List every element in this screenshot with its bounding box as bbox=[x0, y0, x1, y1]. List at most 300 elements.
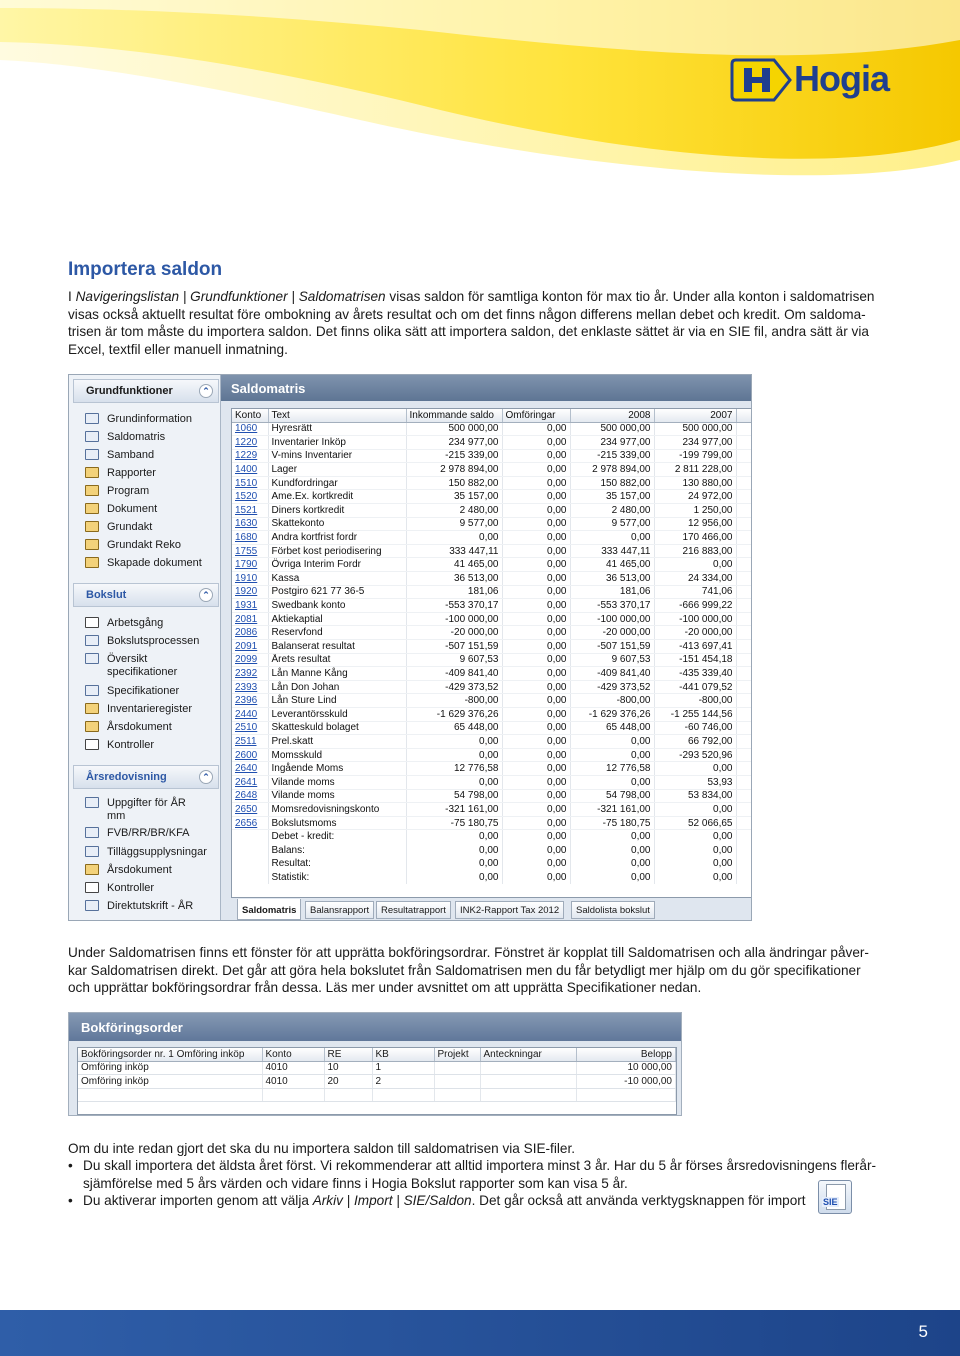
column-header[interactable]: Konto bbox=[232, 409, 268, 422]
summary-blank bbox=[232, 830, 268, 844]
table-row[interactable] bbox=[232, 707, 752, 721]
table-row[interactable] bbox=[232, 789, 752, 803]
table-cell: 181,06 bbox=[406, 585, 502, 599]
table-row[interactable] bbox=[232, 436, 752, 450]
print-icon bbox=[85, 900, 99, 911]
summary-row bbox=[232, 857, 752, 871]
nav-item-label: Kontroller bbox=[107, 739, 155, 751]
order-table bbox=[78, 1048, 676, 1102]
order-column-header[interactable]: Konto bbox=[262, 1048, 324, 1061]
table-cell-filler bbox=[736, 735, 752, 749]
table-cell-filler bbox=[736, 830, 752, 844]
table-icon bbox=[85, 431, 99, 442]
order-cell[interactable]: 10 bbox=[324, 1061, 372, 1075]
account-link[interactable]: 1521 bbox=[232, 504, 268, 518]
table-cell: 0,00 bbox=[502, 463, 570, 477]
summary-value: 0,00 bbox=[502, 843, 570, 857]
table-cell-filler bbox=[736, 585, 752, 599]
order-empty-row[interactable] bbox=[78, 1088, 676, 1102]
nav-item-grundakt-reko[interactable] bbox=[85, 539, 219, 552]
table-row[interactable] bbox=[232, 490, 752, 504]
table-cell-filler bbox=[736, 626, 752, 640]
table-cell: -666 999,22 bbox=[654, 599, 736, 613]
table-cell: -413 697,41 bbox=[654, 640, 736, 654]
nav-item-grundakt[interactable] bbox=[85, 521, 219, 534]
order-cell[interactable]: 20 bbox=[324, 1075, 372, 1089]
order-cell[interactable]: 4010 bbox=[262, 1061, 324, 1075]
account-link[interactable]: 2648 bbox=[232, 789, 268, 803]
table-cell: 234 977,00 bbox=[406, 436, 502, 450]
nav-item-arsdokument[interactable] bbox=[85, 721, 219, 734]
summary-blank bbox=[232, 857, 268, 871]
table-cell: 35 157,00 bbox=[570, 490, 654, 504]
table-cell: -75 180,75 bbox=[406, 816, 502, 830]
table-row[interactable] bbox=[232, 517, 752, 531]
table-cell: 12 956,00 bbox=[654, 517, 736, 531]
table-cell-filler bbox=[736, 721, 752, 735]
account-link[interactable]: 1060 bbox=[232, 422, 268, 436]
account-link[interactable]: 1220 bbox=[232, 436, 268, 450]
account-link[interactable]: 2656 bbox=[232, 816, 268, 830]
table-cell: 0,00 bbox=[502, 599, 570, 613]
column-header[interactable]: Omföringar bbox=[502, 409, 570, 422]
nav-item-skapade-dokument[interactable] bbox=[85, 557, 219, 570]
order-empty-cell[interactable] bbox=[78, 1088, 262, 1102]
nav-item-inventarieregister[interactable] bbox=[85, 703, 219, 716]
table-row[interactable] bbox=[232, 816, 752, 830]
account-link[interactable]: 2600 bbox=[232, 748, 268, 762]
order-column-header[interactable]: Projekt bbox=[434, 1048, 480, 1061]
account-link[interactable]: 1229 bbox=[232, 449, 268, 463]
table-cell: Hyresrätt bbox=[268, 422, 406, 436]
nav-item-specifikationer[interactable] bbox=[85, 685, 219, 698]
table-cell: -429 373,52 bbox=[406, 680, 502, 694]
account-link[interactable]: 1510 bbox=[232, 476, 268, 490]
table-cell: -100 000,00 bbox=[570, 612, 654, 626]
summary-value: 0,00 bbox=[570, 857, 654, 871]
intro-prefix: I bbox=[68, 289, 76, 304]
table-cell: 0,00 bbox=[406, 775, 502, 789]
folder-icon bbox=[85, 864, 99, 875]
table-cell: 0,00 bbox=[502, 775, 570, 789]
account-link[interactable]: 1920 bbox=[232, 585, 268, 599]
summary-value: 0,00 bbox=[654, 843, 736, 857]
column-header[interactable]: 2007 bbox=[654, 409, 736, 422]
table-cell: 0,00 bbox=[502, 572, 570, 586]
folder-icon bbox=[85, 539, 99, 550]
nav-group-arsredovisning[interactable] bbox=[73, 765, 219, 789]
order-row[interactable] bbox=[78, 1061, 676, 1075]
column-header[interactable]: Text bbox=[268, 409, 406, 422]
table-cell: Bokslutsmoms bbox=[268, 816, 406, 830]
order-column-header[interactable]: Bokföringsorder nr. 1 Omföring inköp bbox=[78, 1048, 262, 1061]
table-cell: 0,00 bbox=[654, 803, 736, 817]
table-cell: Reservfond bbox=[268, 626, 406, 640]
order-column-header[interactable]: Belopp bbox=[576, 1048, 676, 1061]
table-cell-filler bbox=[736, 531, 752, 545]
table-cell: 0,00 bbox=[654, 762, 736, 776]
table-cell: 741,06 bbox=[654, 585, 736, 599]
table-cell: -1 629 376,26 bbox=[570, 707, 654, 721]
table-cell: 0,00 bbox=[502, 653, 570, 667]
table-cell: 0,00 bbox=[570, 748, 654, 762]
table-cell: 54 798,00 bbox=[406, 789, 502, 803]
document-icon bbox=[85, 827, 99, 838]
order-column-header[interactable]: Anteckningar bbox=[480, 1048, 576, 1061]
sie-import-icon[interactable] bbox=[818, 1180, 852, 1214]
order-cell[interactable]: 1 bbox=[372, 1061, 434, 1075]
table-row[interactable] bbox=[232, 775, 752, 789]
table-cell: Diners kortkredit bbox=[268, 504, 406, 518]
table-cell: -100 000,00 bbox=[406, 612, 502, 626]
order-cell[interactable]: Omföring inköp bbox=[78, 1061, 262, 1075]
table-cell: 500 000,00 bbox=[406, 422, 502, 436]
table-row[interactable] bbox=[232, 803, 752, 817]
table-cell: -1 629 376,26 bbox=[406, 707, 502, 721]
order-column-header[interactable]: KB bbox=[372, 1048, 434, 1061]
table-cell-filler bbox=[736, 490, 752, 504]
order-empty-cell[interactable] bbox=[372, 1088, 434, 1102]
nav-item-label: Grundinformation bbox=[107, 413, 192, 425]
bullet-activate-import bbox=[68, 1192, 894, 1210]
table-cell: 0,00 bbox=[570, 775, 654, 789]
nav-item-label: Program bbox=[107, 485, 150, 497]
table-row[interactable] bbox=[232, 476, 752, 490]
account-link[interactable]: 1931 bbox=[232, 599, 268, 613]
hogia-logo-mark-icon bbox=[730, 58, 792, 102]
table-cell: Prel.skatt bbox=[268, 735, 406, 749]
nav-item-direktutskrift[interactable] bbox=[85, 900, 219, 913]
table-row[interactable] bbox=[232, 694, 752, 708]
table-cell-filler bbox=[736, 748, 752, 762]
table-cell-filler bbox=[736, 572, 752, 586]
table-cell: V-mins Inventarier bbox=[268, 449, 406, 463]
table-cell: -199 799,00 bbox=[654, 449, 736, 463]
import-intro: Om du inte redan gjort det ska du nu importera saldon till saldomatrisen via SIE-filer. bbox=[68, 1141, 575, 1156]
table-cell: -100 000,00 bbox=[654, 612, 736, 626]
table-row[interactable] bbox=[232, 680, 752, 694]
summary-value: 0,00 bbox=[406, 843, 502, 857]
para2-line3: och upprättar bokföringsordrar från dessa. Läs mer under avsnittet om att upprätta Specifikationer nedan. bbox=[68, 980, 702, 995]
table-cell: 12 776,58 bbox=[570, 762, 654, 776]
nav-item-rapporter[interactable] bbox=[85, 467, 219, 480]
table-cell: -441 079,52 bbox=[654, 680, 736, 694]
order-empty-cell[interactable] bbox=[434, 1088, 480, 1102]
nav-item-bokslutsprocessen[interactable] bbox=[85, 635, 219, 648]
account-link[interactable]: 2099 bbox=[232, 653, 268, 667]
order-empty-cell[interactable] bbox=[262, 1088, 324, 1102]
table-cell: 65 448,00 bbox=[570, 721, 654, 735]
table-cell-filler bbox=[736, 694, 752, 708]
table-cell: Inventarier Inköp bbox=[268, 436, 406, 450]
order-cell[interactable]: 2 bbox=[372, 1075, 434, 1089]
table-cell: 234 977,00 bbox=[570, 436, 654, 450]
table-cell: 2 480,00 bbox=[406, 504, 502, 518]
order-empty-cell[interactable] bbox=[324, 1088, 372, 1102]
table-cell: Lån Sture Lind bbox=[268, 694, 406, 708]
table-cell: -151 454,18 bbox=[654, 653, 736, 667]
summary-row bbox=[232, 830, 752, 844]
table-row[interactable] bbox=[232, 612, 752, 626]
order-cell[interactable] bbox=[480, 1075, 576, 1089]
collapse-icon[interactable]: ⌃ bbox=[199, 588, 213, 602]
table-cell: 150 882,00 bbox=[570, 476, 654, 490]
nav-item-label: Bokslutsprocessen bbox=[107, 635, 200, 647]
summary-row bbox=[232, 871, 752, 885]
nav-item-grundinformation[interactable] bbox=[85, 413, 219, 426]
table-cell: 0,00 bbox=[502, 517, 570, 531]
order-cell[interactable]: 10 000,00 bbox=[576, 1061, 676, 1075]
table-cell: 181,06 bbox=[570, 585, 654, 599]
tab-saldolista-bokslut[interactable]: Saldolista bokslut bbox=[571, 901, 655, 919]
table-row[interactable] bbox=[232, 748, 752, 762]
table-row[interactable] bbox=[232, 735, 752, 749]
tab-balansrapport[interactable]: Balansrapport bbox=[305, 901, 374, 919]
nav-group-grundfunktioner[interactable] bbox=[73, 379, 219, 403]
order-empty-cell[interactable] bbox=[480, 1088, 576, 1102]
bokforingsorder-grid bbox=[77, 1047, 677, 1115]
order-paragraph bbox=[68, 944, 894, 997]
nav-item-label: Arbetsgång bbox=[107, 617, 164, 629]
table-cell: Ingående Moms bbox=[268, 762, 406, 776]
table-cell: 0,00 bbox=[502, 640, 570, 654]
nav-item-label: Skapade dokument bbox=[107, 557, 202, 569]
account-link[interactable]: 2510 bbox=[232, 721, 268, 735]
table-icon bbox=[85, 449, 99, 460]
table-cell: 0,00 bbox=[502, 422, 570, 436]
table-cell: 333 447,11 bbox=[570, 544, 654, 558]
para2-line1: Under Saldomatrisen finns ett fönster för att upprätta bokföringsordrar. Fönstret är kopplat till Saldomatrisen och alla ändringar påver- bbox=[68, 945, 869, 960]
table-cell: 0,00 bbox=[502, 789, 570, 803]
table-row[interactable] bbox=[232, 504, 752, 518]
table-cell: -800,00 bbox=[406, 694, 502, 708]
nav-item-program[interactable] bbox=[85, 485, 219, 498]
table-cell: 12 776,58 bbox=[406, 762, 502, 776]
nav-item-kontroller-ar[interactable] bbox=[85, 882, 219, 895]
section-title: Importera saldon bbox=[68, 259, 223, 280]
table-cell-filler bbox=[736, 422, 752, 436]
bullet1-line1: Du skall importera det äldsta året först. Vi rekommenderar att alltid importera minst 3 år. Har du 5 år förses årsredovisningens flerår- bbox=[83, 1158, 877, 1173]
intro-line1: visas saldon för samtliga konton för max tio år. Under alla konton i saldomatrisen bbox=[385, 289, 875, 304]
order-cell[interactable] bbox=[480, 1061, 576, 1075]
table-cell: Förbet kost periodisering bbox=[268, 544, 406, 558]
saldomatris-grid bbox=[231, 408, 752, 898]
table-cell: Årets resultat bbox=[268, 653, 406, 667]
table-cell-filler bbox=[736, 612, 752, 626]
para2-line2: kar Saldomatrisen direkt. Det går att göra hela bokslutet från Saldomatrisen men du får betydligt mer hjälp om du gör specifikationer bbox=[68, 962, 861, 978]
table-cell-filler bbox=[736, 449, 752, 463]
summary-label: Statistik: bbox=[268, 871, 406, 885]
table-row[interactable] bbox=[232, 544, 752, 558]
table-row[interactable] bbox=[232, 422, 752, 436]
nav-item-kontroller[interactable] bbox=[85, 739, 219, 752]
table-cell-filler bbox=[736, 463, 752, 477]
folder-icon bbox=[85, 521, 99, 532]
table-cell-filler bbox=[736, 653, 752, 667]
bokforingsorder-screenshot bbox=[68, 1012, 682, 1116]
nav-item-label: Grundakt bbox=[107, 521, 153, 533]
order-cell[interactable]: -10 000,00 bbox=[576, 1075, 676, 1089]
account-link[interactable]: 2392 bbox=[232, 667, 268, 681]
table-cell: -1 255 144,56 bbox=[654, 707, 736, 721]
nav-item-arsdokument-ar[interactable] bbox=[85, 864, 219, 877]
table-cell: Swedbank konto bbox=[268, 599, 406, 613]
table-cell: -409 841,40 bbox=[570, 667, 654, 681]
nav-item-oversikt-specifikationer[interactable] bbox=[85, 653, 219, 679]
table-cell-filler bbox=[736, 871, 752, 885]
bullet2-prefix: Du aktiverar importen genom att välja bbox=[83, 1193, 313, 1208]
table-cell: -20 000,00 bbox=[570, 626, 654, 640]
table-row[interactable] bbox=[232, 531, 752, 545]
navigation-panel bbox=[69, 375, 221, 921]
account-link[interactable]: 2650 bbox=[232, 803, 268, 817]
table-cell: -75 180,75 bbox=[570, 816, 654, 830]
table-cell: 52 066,65 bbox=[654, 816, 736, 830]
order-cell[interactable] bbox=[434, 1075, 480, 1089]
table-cell: Kundfordringar bbox=[268, 476, 406, 490]
table-cell-filler bbox=[736, 775, 752, 789]
saldo-table bbox=[232, 409, 752, 884]
folder-icon bbox=[85, 485, 99, 496]
order-cell[interactable]: 4010 bbox=[262, 1075, 324, 1089]
table-row[interactable] bbox=[232, 762, 752, 776]
nav-item-dokument[interactable] bbox=[85, 503, 219, 516]
table-cell: 500 000,00 bbox=[654, 422, 736, 436]
table-cell: 0,00 bbox=[502, 694, 570, 708]
table-cell: 0,00 bbox=[502, 667, 570, 681]
account-link[interactable]: 2086 bbox=[232, 626, 268, 640]
nav-item-saldomatris[interactable] bbox=[85, 431, 219, 444]
bullet2-rest: . Det går också att använda verktygsknappen för import bbox=[471, 1193, 806, 1208]
nav-item-label: Direktutskrift - ÅR bbox=[107, 900, 194, 912]
summary-label: Balans: bbox=[268, 843, 406, 857]
table-row[interactable] bbox=[232, 558, 752, 572]
table-row[interactable] bbox=[232, 463, 752, 477]
table-cell: 0,00 bbox=[502, 626, 570, 640]
table-cell: 9 607,53 bbox=[406, 653, 502, 667]
table-cell: Lån Manne Kång bbox=[268, 667, 406, 681]
table-cell: Leverantörsskuld bbox=[268, 707, 406, 721]
table-cell-filler bbox=[736, 640, 752, 654]
table-row[interactable] bbox=[232, 572, 752, 586]
summary-value: 0,00 bbox=[406, 871, 502, 885]
table-cell: 0,00 bbox=[502, 680, 570, 694]
table-cell: 2 978 894,00 bbox=[570, 463, 654, 477]
table-cell: 0,00 bbox=[502, 504, 570, 518]
summary-row bbox=[232, 843, 752, 857]
table-cell: 0,00 bbox=[654, 558, 736, 572]
account-link[interactable]: 2393 bbox=[232, 680, 268, 694]
nav-item-fvb[interactable] bbox=[85, 827, 219, 840]
account-link[interactable]: 2091 bbox=[232, 640, 268, 654]
collapse-icon[interactable]: ⌃ bbox=[199, 770, 213, 784]
summary-label: Debet - kredit: bbox=[268, 830, 406, 844]
folder-icon bbox=[85, 467, 99, 478]
column-header[interactable]: 2008 bbox=[570, 409, 654, 422]
summary-value: 0,00 bbox=[654, 830, 736, 844]
table-row[interactable] bbox=[232, 721, 752, 735]
table-cell: 9 607,53 bbox=[570, 653, 654, 667]
table-row[interactable] bbox=[232, 449, 752, 463]
account-link[interactable]: 2440 bbox=[232, 707, 268, 721]
table-cell-filler bbox=[736, 599, 752, 613]
tab-saldomatris[interactable]: Saldomatris bbox=[237, 899, 301, 920]
order-cell[interactable] bbox=[434, 1061, 480, 1075]
summary-value: 0,00 bbox=[654, 857, 736, 871]
table-row[interactable] bbox=[232, 653, 752, 667]
table-row[interactable] bbox=[232, 667, 752, 681]
table-header-row bbox=[232, 409, 752, 422]
table-cell: 0,00 bbox=[502, 476, 570, 490]
nav-item-label-cont: specifikationer bbox=[107, 666, 178, 678]
table-cell: Vilande moms bbox=[268, 775, 406, 789]
order-header-row bbox=[78, 1048, 676, 1061]
order-row[interactable] bbox=[78, 1075, 676, 1089]
bokforingsorder-header: Bokföringsorder bbox=[69, 1013, 682, 1041]
table-cell: 36 513,00 bbox=[406, 572, 502, 586]
summary-value: 0,00 bbox=[502, 871, 570, 885]
order-cell[interactable]: Omföring inköp bbox=[78, 1075, 262, 1089]
table-cell: 0,00 bbox=[502, 707, 570, 721]
collapse-icon[interactable]: ⌃ bbox=[199, 384, 213, 398]
account-link[interactable]: 1400 bbox=[232, 463, 268, 477]
table-row[interactable] bbox=[232, 585, 752, 599]
account-link[interactable]: 2641 bbox=[232, 775, 268, 789]
table-row[interactable] bbox=[232, 640, 752, 654]
intro-paragraph bbox=[68, 288, 894, 358]
summary-value: 0,00 bbox=[406, 857, 502, 871]
table-row[interactable] bbox=[232, 626, 752, 640]
table-cell: Andra kortfrist fordr bbox=[268, 531, 406, 545]
account-link[interactable]: 1630 bbox=[232, 517, 268, 531]
bullet2-menu-path: Arkiv | Import | SIE/Saldon bbox=[312, 1193, 472, 1208]
table-cell: Skattekonto bbox=[268, 517, 406, 531]
table-cell: 35 157,00 bbox=[406, 490, 502, 504]
table-row[interactable] bbox=[232, 599, 752, 613]
nav-item-samband[interactable] bbox=[85, 449, 219, 462]
column-header[interactable]: Inkommande saldo bbox=[406, 409, 502, 422]
account-link[interactable]: 1680 bbox=[232, 531, 268, 545]
nav-group-title: Årsredovisning bbox=[86, 771, 167, 783]
nav-group-bokslut[interactable] bbox=[73, 583, 219, 607]
nav-item-uppgifter-ar[interactable] bbox=[85, 797, 219, 823]
table-cell: 0,00 bbox=[502, 585, 570, 599]
table-cell: 9 577,00 bbox=[570, 517, 654, 531]
account-link[interactable]: 2640 bbox=[232, 762, 268, 776]
table-icon bbox=[85, 797, 99, 808]
account-link[interactable]: 1910 bbox=[232, 572, 268, 586]
nav-item-label: Uppgifter för ÅR bbox=[107, 797, 186, 809]
account-link[interactable]: 2511 bbox=[232, 735, 268, 749]
tab-ink2-rapport[interactable]: INK2-Rapport Tax 2012 bbox=[455, 901, 564, 919]
register-icon bbox=[85, 703, 99, 714]
account-link[interactable]: 2396 bbox=[232, 694, 268, 708]
nav-item-arbetsgang[interactable] bbox=[85, 617, 219, 630]
account-link[interactable]: 1520 bbox=[232, 490, 268, 504]
account-link[interactable]: 1755 bbox=[232, 544, 268, 558]
nav-item-tillaggsupplysningar[interactable] bbox=[85, 846, 219, 859]
table-cell: -60 746,00 bbox=[654, 721, 736, 735]
order-empty-cell[interactable] bbox=[576, 1088, 676, 1102]
account-link[interactable]: 1790 bbox=[232, 558, 268, 572]
nav-item-label: Specifikationer bbox=[107, 685, 180, 697]
account-link[interactable]: 2081 bbox=[232, 612, 268, 626]
tab-resultatrapport[interactable]: Resultatrapport bbox=[376, 901, 451, 919]
order-column-header[interactable]: RE bbox=[324, 1048, 372, 1061]
page-number: 5 bbox=[918, 1322, 928, 1341]
table-cell: 0,00 bbox=[502, 816, 570, 830]
summary-value: 0,00 bbox=[502, 857, 570, 871]
